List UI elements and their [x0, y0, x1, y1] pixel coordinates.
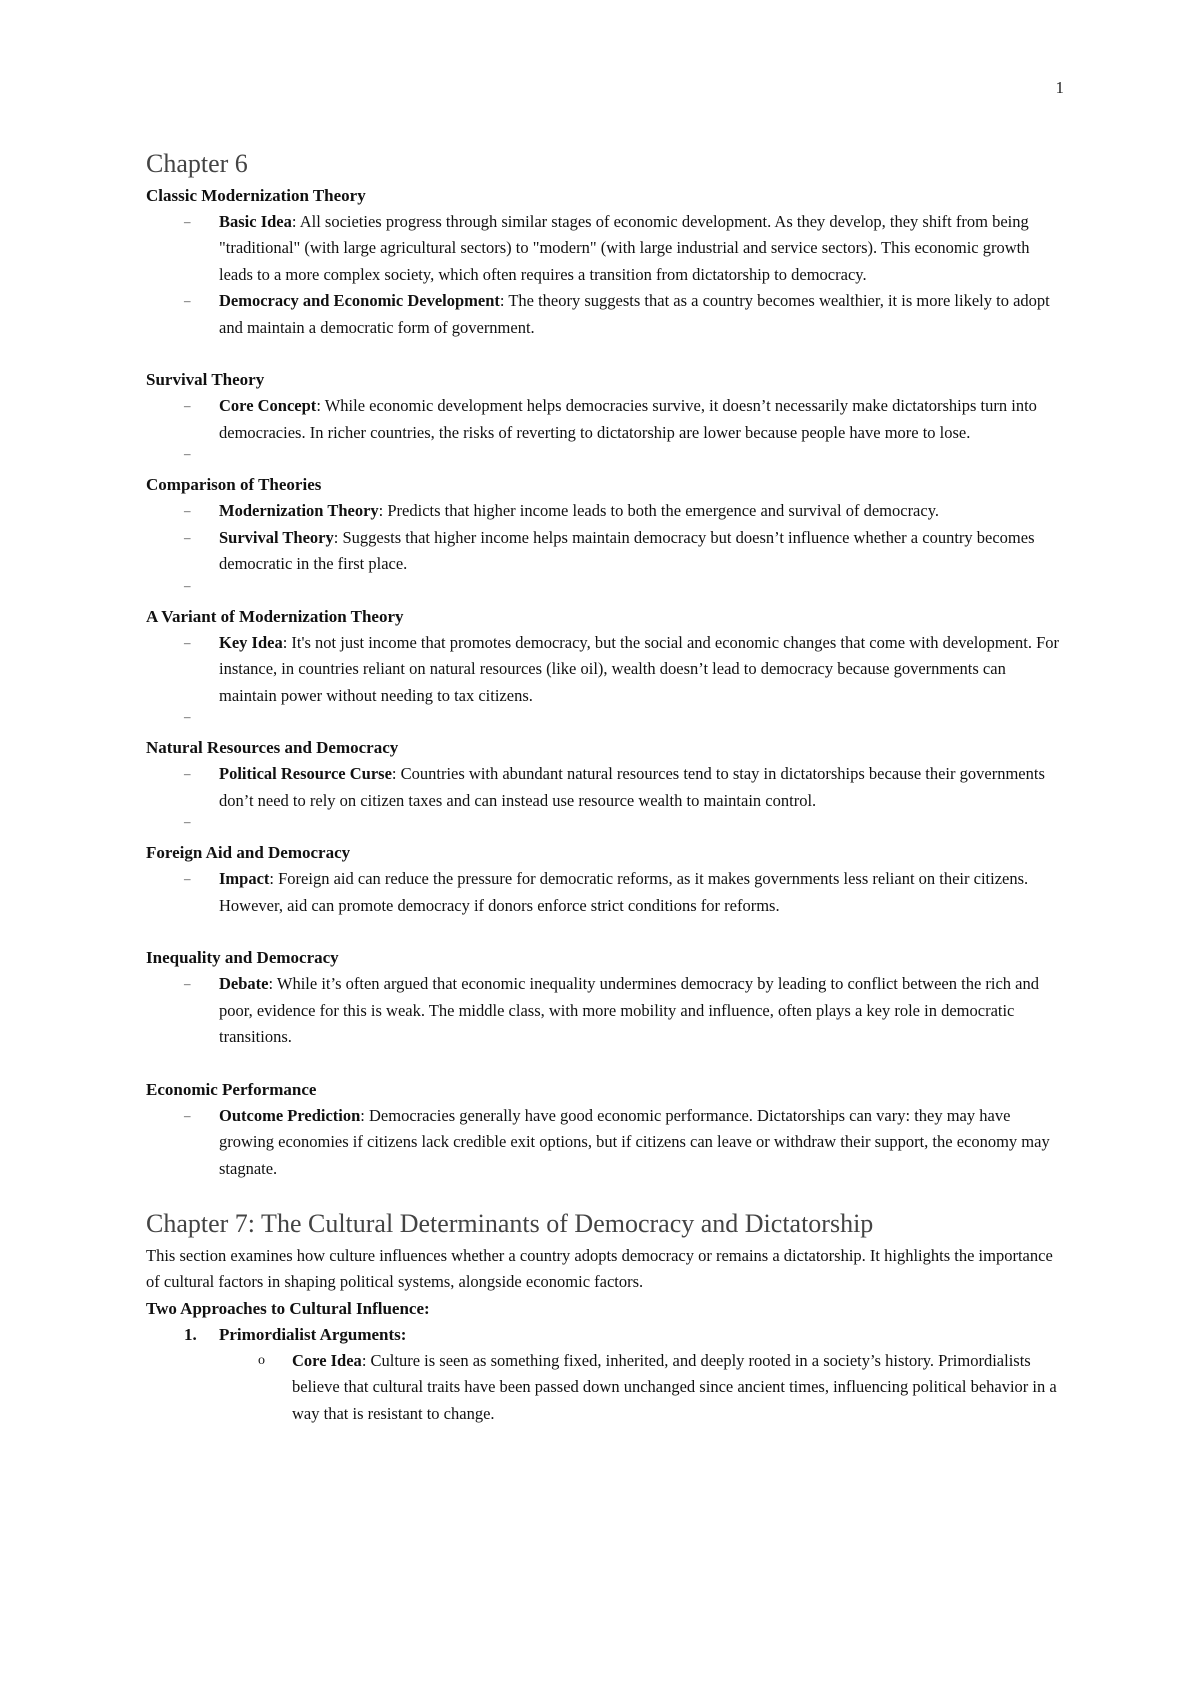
page-number: 1 — [1055, 78, 1064, 97]
document-body — [146, 148, 1064, 1427]
bullet-icon: ‒ — [184, 976, 191, 991]
term: Political Resource Curse — [219, 764, 392, 783]
section-survival-theory — [146, 367, 1064, 472]
term: Survival Theory — [219, 527, 334, 547]
chapter-7-title: Chapter 7: The Cultural Determinants of Democracy and Dictatorship — [146, 1209, 874, 1238]
item-text: : Countries with abundant natural resources tend to stay in dictatorships because their governments don’t need to rely on citizen taxes and can instead use resource wealth to maintain control. — [219, 764, 1045, 810]
term: Outcome Prediction — [219, 1105, 361, 1125]
section-economic-performance — [146, 1077, 1064, 1183]
bullet-icon: ‒ — [184, 398, 191, 413]
section-comparison — [146, 472, 1064, 604]
section-heading: Natural Resources and Democracy — [146, 738, 399, 757]
bullet-icon: ‒ — [184, 766, 191, 781]
term: Debate — [219, 974, 269, 993]
list-item — [146, 288, 1064, 341]
term: Impact — [219, 869, 270, 888]
section-heading: Inequality and Democracy — [146, 948, 339, 967]
item-text: : Democracies generally have good economic performance. Dictatorships can vary: they may have growing economies if citizens lack credible exit options, but if citizens can leave or withdraw their support, the economy may stagnate. — [219, 1105, 1050, 1178]
bullet-icon: ‒ — [184, 293, 191, 308]
section-natural-resources — [146, 735, 1064, 840]
item-text: : Suggests that higher income helps maintain democracy but doesn’t influence whether a country becomes democratic in the first place. — [219, 527, 1035, 573]
bullet-icon: ‒ — [184, 213, 191, 229]
section-heading: Classic Modernization Theory — [146, 185, 366, 205]
section-heading: A Variant of Modernization Theory — [146, 606, 404, 626]
list-item — [146, 630, 1064, 710]
chapter-6-title: Chapter 6 — [146, 149, 248, 178]
bullet-icon: ‒ — [184, 577, 191, 593]
list-item — [146, 1103, 1064, 1183]
bullet-icon: ‒ — [184, 871, 191, 886]
list-item — [146, 971, 1064, 1051]
section-inequality — [146, 945, 1064, 1051]
section-classic-modernization — [146, 183, 1064, 342]
term: Core Concept — [219, 396, 317, 415]
list-item — [146, 393, 1064, 446]
item-text: : Foreign aid can reduce the pressure for democratic reforms, as it makes governments less reliant on their citizens. However, aid can promote democracy if donors enforce strict conditions for reforms. — [219, 869, 1029, 915]
section-heading: Foreign Aid and Democracy — [146, 843, 351, 862]
list-item — [146, 866, 1064, 919]
item-text: : The theory suggests that as a country becomes wealthier, it is more likely to adopt and maintain a democratic form of government. — [219, 291, 1050, 337]
bullet-icon: ‒ — [184, 814, 191, 829]
item-text: : Culture is seen as something fixed, inherited, and deeply rooted in a society’s history. Primordialists believe that cultural traits have been passed down unchanged since ancient times, influencing political behavior in a way that is resistant to change. — [292, 1350, 1057, 1423]
term: Key Idea — [219, 632, 283, 652]
item-number: 1. — [184, 1324, 197, 1344]
numbered-item-label: Primordialist Arguments: — [219, 1324, 407, 1344]
empty-list-item — [146, 446, 1064, 472]
chapter-7-intro: This section examines how culture influences whether a country adopts democracy or remains a dictatorship. It highlights the importance of cultural factors in shaping political systems, alongside economic factors. — [146, 1245, 1053, 1291]
approaches-heading: Two Approaches to Cultural Influence: — [146, 1298, 430, 1318]
term: Core Idea — [292, 1350, 362, 1370]
section-heading: Survival Theory — [146, 370, 265, 389]
bullet-icon: ‒ — [184, 634, 191, 650]
circle-bullet-icon: o — [258, 1352, 265, 1368]
sub-list-item — [146, 1348, 1064, 1428]
list-item — [146, 761, 1064, 814]
section-variant-modernization — [146, 604, 1064, 736]
section-heading: Economic Performance — [146, 1079, 317, 1099]
list-item — [146, 498, 1064, 525]
term: Basic Idea — [219, 211, 292, 231]
item-text: : It's not just income that promotes democracy, but the social and economic changes that come with development. For instance, in countries reliant on natural resources (like oil), wealth doesn’t lead to democracy because governments can maintain power without needing to tax citizens. — [219, 632, 1060, 705]
item-text: : While economic development helps democracies survive, it doesn’t necessarily make dictatorships turn into democracies. In richer countries, the risks of reverting to dictatorship are lower because people have more to lose. — [219, 396, 1037, 442]
term: Democracy and Economic Development — [219, 291, 500, 310]
list-item — [146, 525, 1064, 578]
empty-list-item — [146, 709, 1064, 735]
bullet-icon: ‒ — [184, 503, 191, 518]
empty-list-item — [146, 578, 1064, 604]
list-item — [146, 209, 1064, 289]
section-foreign-aid — [146, 840, 1064, 919]
term: Modernization Theory — [219, 501, 379, 520]
item-text: : While it’s often argued that economic inequality undermines democracy by leading to conflict between the rich and poor, evidence for this is weak. The middle class, with more mobility and influence, often plays a key role in democratic transitions. — [219, 974, 1039, 1046]
bullet-icon: ‒ — [184, 446, 191, 461]
bullet-icon: ‒ — [184, 1107, 191, 1123]
empty-list-item — [146, 814, 1064, 840]
bullet-icon: ‒ — [184, 529, 191, 545]
item-text: : Predicts that higher income leads to both the emergence and survival of democracy. — [378, 501, 940, 520]
numbered-item-primordialist — [146, 1322, 1064, 1348]
bullet-icon: ‒ — [184, 709, 191, 724]
section-heading: Comparison of Theories — [146, 475, 322, 494]
item-text: : All societies progress through similar stages of economic development. As they develop, they shift from being "traditional" (with large agricultural sectors) to "modern" (with large industrial and service sectors). This economic growth leads to a more complex society, which often requires a transition from dictatorship to democracy. — [219, 211, 1030, 284]
